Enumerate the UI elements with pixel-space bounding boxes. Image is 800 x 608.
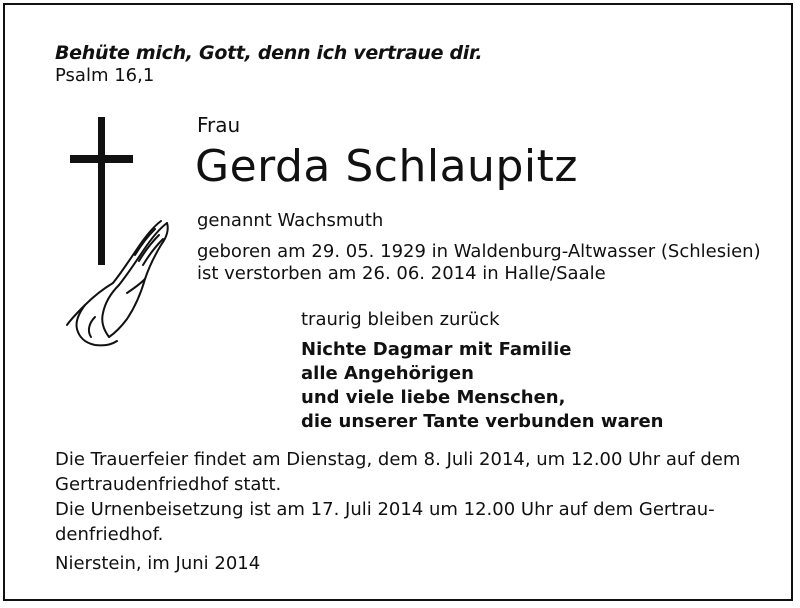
psalm-reference: Psalm 16,1 xyxy=(55,65,155,86)
deceased-name: Gerda Schlaupitz xyxy=(195,141,578,192)
death-info: ist verstorben am 26. 06. 2014 in Halle/Saale xyxy=(197,263,606,284)
service-info xyxy=(55,447,767,547)
motto-quote: Behüte mich, Gott, denn ich vertraue dir. xyxy=(55,42,483,64)
ceremony-line: Gertraudenfriedhof statt. xyxy=(55,474,282,495)
place-and-date: Nierstein, im Juni 2014 xyxy=(55,553,261,574)
mourner-line: und viele liebe Menschen, xyxy=(301,387,566,408)
birth-info: geboren am 29. 05. 1929 in Waldenburg-Altwasser (Schlesien) xyxy=(197,241,761,262)
mourners-list xyxy=(301,338,664,434)
mourner-line: die unserer Tante verbunden waren xyxy=(301,411,664,432)
mourner-line: Nichte Dagmar mit Familie xyxy=(301,339,572,360)
deceased-title: Frau xyxy=(197,113,241,137)
ceremony-line: Die Trauerfeier findet am Dienstag, dem 8. Juli 2014, um 12.00 Uhr auf dem xyxy=(55,449,741,470)
cross-with-praying-hands-icon xyxy=(55,117,180,347)
mourners-intro: traurig bleiben zurück xyxy=(301,309,500,330)
burial-line: Die Urnenbeisetzung ist am 17. Juli 2014 um 12.00 Uhr auf dem Gertrau- xyxy=(55,499,715,520)
obituary-notice xyxy=(3,3,793,601)
deceased-alias: genannt Wachsmuth xyxy=(197,210,384,231)
burial-line: denfriedhof. xyxy=(55,524,164,545)
mourner-line: alle Angehörigen xyxy=(301,363,474,384)
